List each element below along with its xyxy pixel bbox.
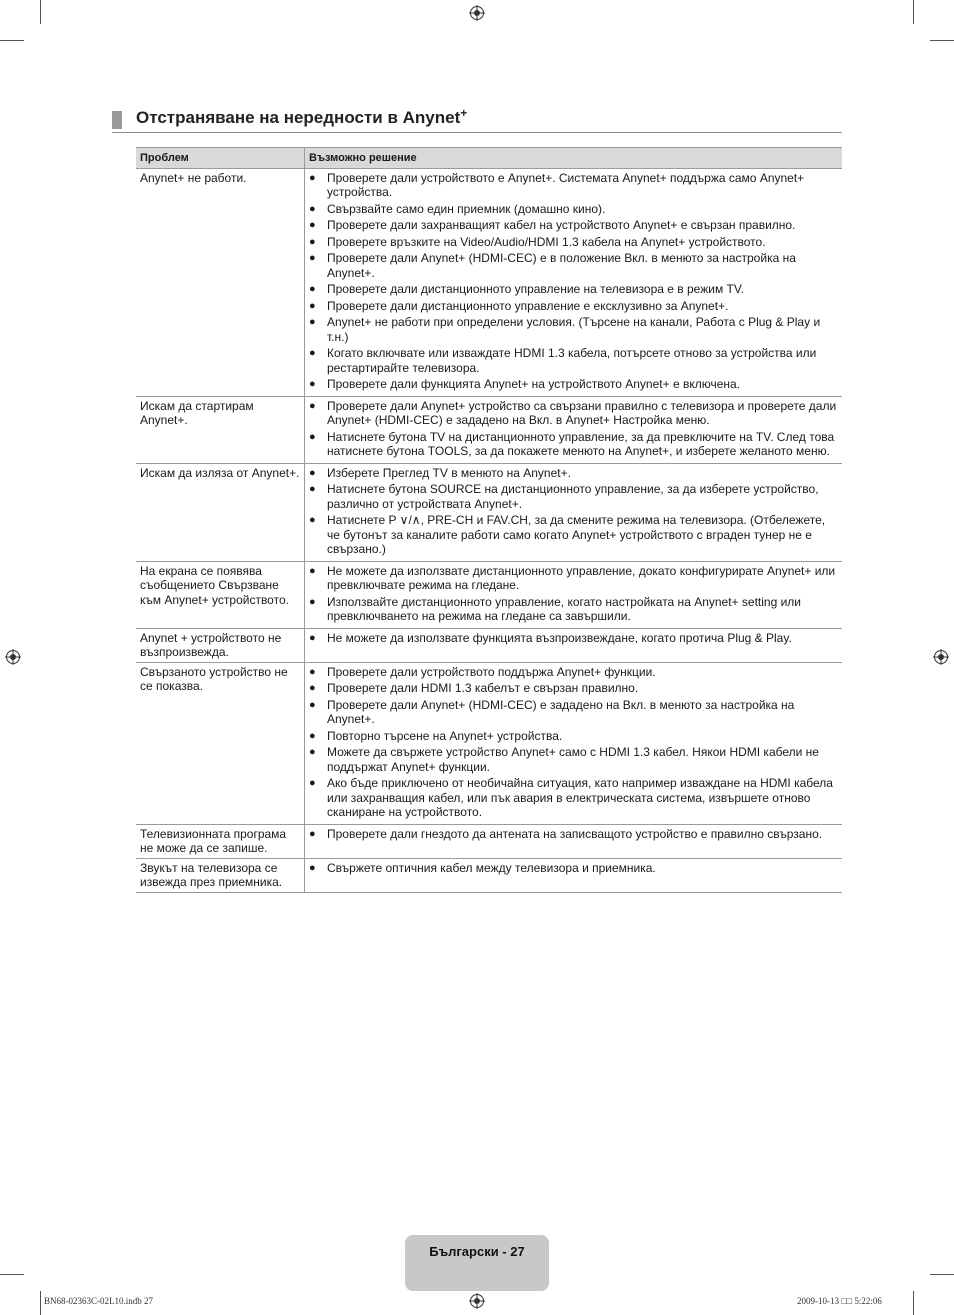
crop-mark — [0, 40, 24, 41]
list-item — [305, 299, 842, 314]
bullet-icon: ● — [309, 595, 316, 608]
list-item — [305, 631, 842, 646]
list-item — [305, 377, 842, 392]
registration-mark-icon — [5, 649, 21, 665]
solution-text: Проверете дали функцията Anynet+ на устройството Anynet+ е включена. — [327, 377, 741, 391]
table-row — [136, 463, 842, 561]
solution-text: Изберете Преглед TV в менюто на Anynet+. — [327, 465, 571, 480]
problem-cell: Звукът на телевизора се извежда през приемника. — [136, 858, 305, 892]
solution-text: Проверете дали устройството поддържа Anynet+ функции. — [327, 664, 656, 679]
bullet-icon: ● — [309, 299, 316, 312]
bullet-icon: ● — [309, 729, 316, 742]
table-row — [136, 662, 842, 824]
problem-cell: Anynet + устройството не възпроизвежда. — [136, 628, 305, 662]
problem-cell: На екрана се появява съобщението Свързване към Anynet+ устройството. — [136, 561, 305, 628]
section-marker — [112, 111, 122, 129]
page-number: Български - 27 — [429, 1244, 525, 1259]
solution-text: Проверете дали Anynet+ устройство са свързани правилно с телевизора и проверете дали Anynet+ (HDMI-CEC) е зададено на Вкл. в Anynet+ Настройка меню. — [327, 398, 837, 427]
crop-mark — [0, 1274, 24, 1275]
column-header-solution: Възможно решение — [305, 148, 843, 169]
table-row — [136, 858, 842, 892]
table-row — [136, 628, 842, 662]
bullet-icon: ● — [309, 235, 316, 248]
solution-text: Не можете да използвате функцията възпроизвеждане, когато протича Plug & Play. — [327, 630, 792, 645]
troubleshooting-table — [136, 147, 842, 893]
solution-cell — [305, 396, 843, 463]
list-item — [305, 315, 842, 344]
solution-text: Проверете дали дистанционното управление на телевизора е в режим TV. — [327, 282, 745, 296]
table-row — [136, 824, 842, 858]
solution-text: Проверете дали Anynet+ (HDMI-CEC) е зададено на Вкл. в менюто за настройка на Anynet+. — [327, 697, 795, 726]
registration-mark-icon — [469, 5, 485, 21]
solution-list — [305, 861, 842, 876]
solution-text: Можете да свържете устройство Anynet+ само с HDMI 1.3 кабел. Някои HDMI кабели не поддържат Anynet+ функции. — [327, 745, 819, 774]
solution-text: Ако бъде приключено от необичайна ситуация, като например изваждане на HDMI кабела или захранващия кабел, или пък авария в електрическата система, извършете отново сканиране на устройството. — [327, 776, 833, 819]
solution-text: Повторно търсене на Anynet+ устройства. — [327, 728, 563, 743]
registration-mark-icon — [933, 649, 949, 665]
section-header — [112, 108, 842, 133]
bullet-icon: ● — [309, 564, 316, 577]
solution-text: Не можете да използвате дистанционното управление, докато конфигурирате Anynet+ или превключвате режима на гледане. — [327, 563, 836, 592]
problem-cell: Телевизионната програма не може да се запише. — [136, 824, 305, 858]
list-item — [305, 346, 842, 375]
solution-text: Натиснете бутона TV на дистанционното управление, за да превключите на TV. След това натиснете бутона TOOLS, за да покажете менюто на Anynet+, и изберете желаното меню. — [327, 429, 835, 458]
list-item — [305, 698, 842, 727]
bullet-icon: ● — [309, 219, 316, 231]
list-item — [305, 466, 842, 481]
list-item — [305, 282, 842, 297]
solution-text: Натиснете P ∨/∧, PRE-CH и FAV.CH, за да смените режима на телевизора. (Отбележете, че бутонът за каналите работи само когато Anynet+ устройството с вграден тунер не е свързано.) — [327, 513, 826, 556]
solution-cell — [305, 628, 843, 662]
crop-mark — [40, 0, 41, 24]
problem-cell: Искам да изляза от Anynet+. — [136, 463, 305, 561]
crop-mark — [930, 40, 954, 41]
solution-cell — [305, 463, 843, 561]
list-item — [305, 513, 842, 557]
bullet-icon: ● — [309, 777, 316, 789]
solution-text: Проверете дали захранващият кабел на устройството Anynet+ е свързан правилно. — [327, 218, 796, 232]
crop-mark — [930, 1274, 954, 1275]
solution-list — [305, 827, 842, 842]
table-row — [136, 168, 842, 396]
solution-cell — [305, 561, 843, 628]
bullet-icon: ● — [309, 283, 316, 295]
list-item — [305, 399, 842, 428]
registration-mark-icon — [469, 1293, 485, 1309]
table-row — [136, 561, 842, 628]
problem-cell: Anynet+ не работи. — [136, 168, 305, 396]
list-item — [305, 861, 842, 876]
list-item — [305, 235, 842, 250]
list-item — [305, 430, 842, 459]
page-title: Отстраняване на нередности в Anynet+ — [136, 106, 468, 127]
solution-text: Проверете дали дистанционното управление е ексклузивно за Anynet+. — [327, 298, 729, 313]
bullet-icon: ● — [309, 347, 316, 359]
bullet-icon: ● — [309, 378, 316, 390]
solution-list — [305, 564, 842, 624]
table-header-row — [136, 148, 842, 169]
list-item — [305, 482, 842, 511]
solution-text: Проверете дали HDMI 1.3 кабелът е свързан правилно. — [327, 681, 639, 695]
bullet-icon: ● — [309, 316, 316, 328]
bullet-icon: ● — [309, 171, 316, 184]
crop-mark — [913, 0, 914, 24]
bullet-icon: ● — [309, 861, 316, 874]
list-item — [305, 665, 842, 680]
bullet-icon: ● — [309, 430, 316, 443]
solution-list — [305, 399, 842, 459]
page-number-tab — [405, 1235, 549, 1291]
bullet-icon: ● — [309, 698, 316, 711]
bullet-icon: ● — [309, 202, 316, 215]
bullet-icon: ● — [309, 514, 316, 526]
solution-cell — [305, 824, 843, 858]
crop-mark — [913, 1291, 914, 1315]
bullet-icon: ● — [309, 665, 316, 678]
bullet-icon: ● — [309, 466, 316, 479]
solution-text: Проверете дали устройството е Anynet+. Системата Anynet+ поддържа само Anynet+ устройства. — [327, 170, 805, 199]
list-item — [305, 202, 842, 217]
bullet-icon: ● — [309, 631, 316, 644]
solution-text: Проверете връзките на Video/Audio/HDMI 1.3 кабела на Anynet+ устройството. — [327, 234, 766, 249]
list-item — [305, 681, 842, 696]
solution-list — [305, 171, 842, 392]
bullet-icon: ● — [309, 483, 316, 495]
solution-text: Натиснете бутона SOURCE на дистанционното управление, за да изберете устройство, различно от устройствата Anynet+. — [327, 482, 819, 511]
table-row — [136, 396, 842, 463]
solution-text: Използвайте дистанционното управление, когато настройката на Anynet+ setting или превключването на режима на гледане са завършили. — [327, 594, 801, 623]
solution-text: Свържете оптичния кабел между телевизора и приемника. — [327, 860, 656, 875]
list-item — [305, 564, 842, 593]
bullet-icon: ● — [309, 252, 316, 264]
solution-text: Свързвайте само един приемник (домашно кино). — [327, 201, 606, 216]
solution-text: Когато включвате или изваждате HDMI 1.3 кабела, потърсете отново за устройства или рестартирайте телевизора. — [327, 346, 817, 375]
list-item — [305, 827, 842, 842]
list-item — [305, 218, 842, 233]
list-item — [305, 729, 842, 744]
solution-list — [305, 631, 842, 646]
solution-list — [305, 466, 842, 557]
problem-cell: Свързаното устройство не се показва. — [136, 662, 305, 824]
print-slug-left: BN68-02363C-02L10.indb 27 — [44, 1296, 153, 1306]
bullet-icon: ● — [309, 827, 316, 840]
solution-cell — [305, 858, 843, 892]
list-item — [305, 595, 842, 624]
solution-cell — [305, 168, 843, 396]
solution-text: Проверете дали гнездото да антената на записващото устройство е правилно свързано. — [327, 826, 823, 841]
list-item — [305, 251, 842, 280]
solution-list — [305, 665, 842, 820]
crop-mark — [40, 1291, 41, 1315]
print-slug-right: 2009-10-13 □□ 5:22:06 — [797, 1296, 882, 1306]
solution-cell — [305, 662, 843, 824]
solution-text: Проверете дали Anynet+ (HDMI-CEC) е в положение Вкл. в менюто за настройка на Anynet+. — [327, 251, 796, 280]
problem-cell: Искам да стартирам Anynet+. — [136, 396, 305, 463]
solution-text: Anynet+ не работи при определени условия. (Търсене на канали, Работа с Plug & Play и т.н.) — [327, 315, 821, 344]
list-item — [305, 745, 842, 774]
list-item — [305, 776, 842, 820]
bullet-icon: ● — [309, 746, 316, 758]
list-item — [305, 171, 842, 200]
bullet-icon: ● — [309, 682, 316, 694]
column-header-problem: Проблем — [136, 148, 305, 169]
bullet-icon: ● — [309, 399, 316, 412]
